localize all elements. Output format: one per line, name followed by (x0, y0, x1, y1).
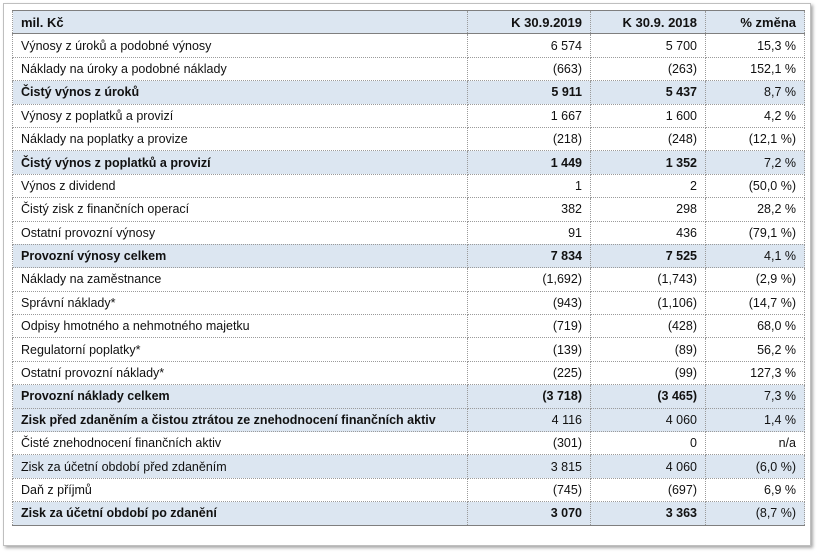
value-2019: (663) (468, 57, 591, 80)
value-2019: 5 911 (468, 81, 591, 104)
value-change: (6,0 %) (706, 455, 805, 478)
row-label: Náklady na úroky a podobné náklady (13, 57, 468, 80)
row-label: Zisk za účetní období před zdaněním (13, 455, 468, 478)
value-2018: (1,743) (591, 268, 706, 291)
value-change: (79,1 %) (706, 221, 805, 244)
value-2019: (301) (468, 432, 591, 455)
value-change: 28,2 % (706, 198, 805, 221)
row-label: Výnosy z poplatků a provizí (13, 104, 468, 127)
value-2018: 436 (591, 221, 706, 244)
value-2018: (263) (591, 57, 706, 80)
table-row (13, 361, 805, 384)
value-change: 68,0 % (706, 315, 805, 338)
header-row (13, 11, 805, 34)
value-2018: (248) (591, 127, 706, 150)
value-change: 7,2 % (706, 151, 805, 174)
row-label: Provozní náklady celkem (13, 385, 468, 408)
value-change: 152,1 % (706, 57, 805, 80)
value-change: 1,4 % (706, 408, 805, 431)
table-row (13, 104, 805, 127)
table-row (13, 81, 805, 104)
row-label: Provozní výnosy celkem (13, 244, 468, 267)
table-row (13, 408, 805, 431)
value-2018: 0 (591, 432, 706, 455)
value-change: 7,3 % (706, 385, 805, 408)
value-2018: (89) (591, 338, 706, 361)
row-label: Ostatní provozní náklady* (13, 361, 468, 384)
table-frame (3, 3, 811, 546)
value-2019: 1 667 (468, 104, 591, 127)
table-row (13, 198, 805, 221)
row-label: Odpisy hmotného a nehmotného majetku (13, 315, 468, 338)
value-2018: 4 060 (591, 455, 706, 478)
value-2019: (719) (468, 315, 591, 338)
row-label: Náklady na poplatky a provize (13, 127, 468, 150)
value-change: (2,9 %) (706, 268, 805, 291)
table-row (13, 455, 805, 478)
row-label: Daň z příjmů (13, 478, 468, 501)
table-row (13, 174, 805, 197)
value-2019: (218) (468, 127, 591, 150)
value-2018: (3 465) (591, 385, 706, 408)
header-change: % změna (706, 11, 805, 34)
value-change: 6,9 % (706, 478, 805, 501)
header-2018: K 30.9. 2018 (591, 11, 706, 34)
row-label: Čistý výnos z poplatků a provizí (13, 151, 468, 174)
income-statement-table (12, 10, 805, 526)
value-change: 127,3 % (706, 361, 805, 384)
value-2019: 382 (468, 198, 591, 221)
table-row (13, 151, 805, 174)
value-2018: 5 700 (591, 34, 706, 57)
value-2019: 7 834 (468, 244, 591, 267)
row-label: Výnosy z úroků a podobné výnosy (13, 34, 468, 57)
row-label: Zisk za účetní období po zdanění (13, 502, 468, 525)
value-change: 4,2 % (706, 104, 805, 127)
table-row (13, 221, 805, 244)
value-2019: (225) (468, 361, 591, 384)
value-2019: 3 815 (468, 455, 591, 478)
table-row (13, 57, 805, 80)
value-change: 8,7 % (706, 81, 805, 104)
table-row (13, 315, 805, 338)
value-2019: 6 574 (468, 34, 591, 57)
value-2018: 2 (591, 174, 706, 197)
value-2018: 3 363 (591, 502, 706, 525)
table-row (13, 502, 805, 525)
value-2019: (943) (468, 291, 591, 314)
value-2018: 1 600 (591, 104, 706, 127)
value-change: (14,7 %) (706, 291, 805, 314)
row-label: Čisté znehodnocení finančních aktiv (13, 432, 468, 455)
value-2018: 298 (591, 198, 706, 221)
value-change: (8,7 %) (706, 502, 805, 525)
table-row (13, 291, 805, 314)
value-2019: 1 (468, 174, 591, 197)
table-row (13, 478, 805, 501)
value-2018: (697) (591, 478, 706, 501)
table-row (13, 127, 805, 150)
row-label: Správní náklady* (13, 291, 468, 314)
value-change: 15,3 % (706, 34, 805, 57)
value-2019: 4 116 (468, 408, 591, 431)
value-2018: 1 352 (591, 151, 706, 174)
value-2018: (428) (591, 315, 706, 338)
table-row (13, 34, 805, 57)
table-body (13, 34, 805, 525)
value-2018: 4 060 (591, 408, 706, 431)
value-2019: 91 (468, 221, 591, 244)
value-change: n/a (706, 432, 805, 455)
row-label: Náklady na zaměstnance (13, 268, 468, 291)
value-2018: (99) (591, 361, 706, 384)
table-row (13, 244, 805, 267)
row-label: Výnos z dividend (13, 174, 468, 197)
value-2019: (745) (468, 478, 591, 501)
row-label: Čistý výnos z úroků (13, 81, 468, 104)
row-label: Zisk před zdaněním a čistou ztrátou ze znehodnocení finančních aktiv (13, 408, 468, 431)
row-label: Čistý zisk z finančních operací (13, 198, 468, 221)
header-label: mil. Kč (13, 11, 468, 34)
value-2019: (139) (468, 338, 591, 361)
value-2018: (1,106) (591, 291, 706, 314)
header-2019: K 30.9.2019 (468, 11, 591, 34)
table-row (13, 432, 805, 455)
value-change: 4,1 % (706, 244, 805, 267)
value-change: 56,2 % (706, 338, 805, 361)
value-2019: (1,692) (468, 268, 591, 291)
value-change: (50,0 %) (706, 174, 805, 197)
table-row (13, 338, 805, 361)
value-2018: 7 525 (591, 244, 706, 267)
table-row (13, 385, 805, 408)
value-2018: 5 437 (591, 81, 706, 104)
row-label: Regulatorní poplatky* (13, 338, 468, 361)
value-2019: 1 449 (468, 151, 591, 174)
value-2019: 3 070 (468, 502, 591, 525)
row-label: Ostatní provozní výnosy (13, 221, 468, 244)
table-row (13, 268, 805, 291)
value-2019: (3 718) (468, 385, 591, 408)
value-change: (12,1 %) (706, 127, 805, 150)
